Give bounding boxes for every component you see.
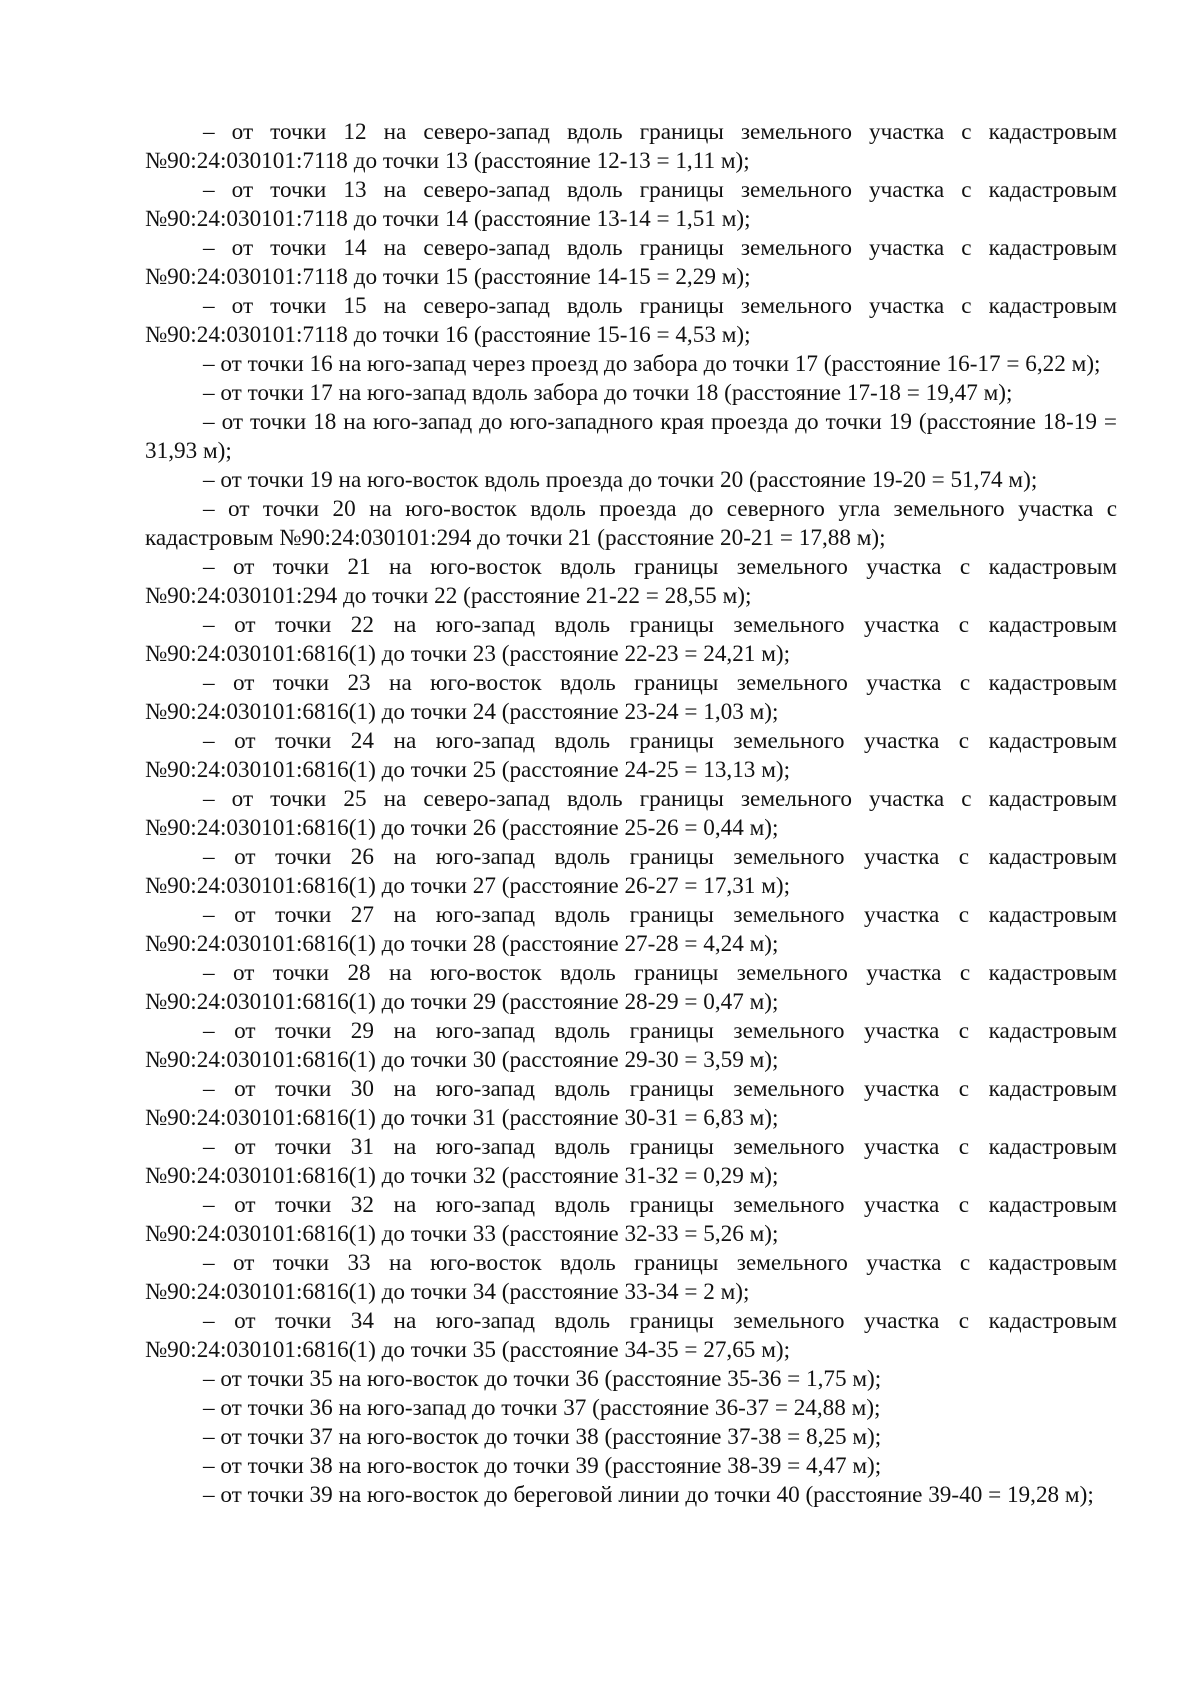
- paragraph-boundary-25-26: – от точки 25 на северо-запад вдоль границы земельного участка с кадастровым №90:24:030101:6816(1) до точки 26 (расстояние 25-26 = 0,44 м);: [145, 786, 1117, 841]
- paragraph-boundary-21-22: – от точки 21 на юго-восток вдоль границы земельного участка с кадастровым №90:24:030101:294 до точки 22 (расстояние 21-22 = 28,55 м);: [145, 554, 1117, 609]
- paragraph-boundary-37-38: – от точки 37 на юго-восток до точки 38 (расстояние 37-38 = 8,25 м);: [203, 1424, 882, 1450]
- paragraph-boundary-32-33: – от точки 32 на юго-запад вдоль границы земельного участка с кадастровым №90:24:030101:6816(1) до точки 33 (расстояние 32-33 = 5,26 м);: [145, 1192, 1117, 1247]
- paragraph-boundary-30-31: – от точки 30 на юго-запад вдоль границы земельного участка с кадастровым №90:24:030101:6816(1) до точки 31 (расстояние 30-31 = 6,83 м);: [145, 1076, 1117, 1131]
- paragraph-boundary-34-35: – от точки 34 на юго-запад вдоль границы земельного участка с кадастровым №90:24:030101:6816(1) до точки 35 (расстояние 34-35 = 27,65 м);: [145, 1308, 1117, 1363]
- paragraph-boundary-23-24: – от точки 23 на юго-восток вдоль границы земельного участка с кадастровым №90:24:030101:6816(1) до точки 24 (расстояние 23-24 = 1,03 м);: [145, 670, 1117, 725]
- paragraph-boundary-33-34: – от точки 33 на юго-восток вдоль границы земельного участка с кадастровым №90:24:030101:6816(1) до точки 34 (расстояние 33-34 = 2 м);: [145, 1250, 1117, 1305]
- paragraph-boundary-14-15: – от точки 14 на северо-запад вдоль границы земельного участка с кадастровым №90:24:030101:7118 до точки 15 (расстояние 14-15 = 2,29 м);: [145, 235, 1117, 290]
- paragraph-boundary-19-20: – от точки 19 на юго-восток вдоль проезда до точки 20 (расстояние 19-20 = 51,74 м);: [203, 467, 1038, 493]
- paragraph-boundary-36-37: – от точки 36 на юго-запад до точки 37 (расстояние 36-37 = 24,88 м);: [203, 1395, 881, 1421]
- paragraph-boundary-20-21: – от точки 20 на юго-восток вдоль проезда до северного угла земельного участка с кадастровым №90:24:030101:294 до точки 21 (расстояние 20-21 = 17,88 м);: [145, 496, 1117, 551]
- paragraph-boundary-29-30: – от точки 29 на юго-запад вдоль границы земельного участка с кадастровым №90:24:030101:6816(1) до точки 30 (расстояние 29-30 = 3,59 м);: [145, 1018, 1117, 1073]
- paragraph-boundary-22-23: – от точки 22 на юго-запад вдоль границы земельного участка с кадастровым №90:24:030101:6816(1) до точки 23 (расстояние 22-23 = 24,21 м);: [145, 612, 1117, 667]
- document-body: [145, 118, 1117, 1510]
- paragraph-boundary-39-40: – от точки 39 на юго-восток до береговой линии до точки 40 (расстояние 39-40 = 19,28 м);: [203, 1482, 1094, 1508]
- paragraph-boundary-28-29: – от точки 28 на юго-восток вдоль границы земельного участка с кадастровым №90:24:030101:6816(1) до точки 29 (расстояние 28-29 = 0,47 м);: [145, 960, 1117, 1015]
- paragraph-boundary-26-27: – от точки 26 на юго-запад вдоль границы земельного участка с кадастровым №90:24:030101:6816(1) до точки 27 (расстояние 26-27 = 17,31 м);: [145, 844, 1117, 899]
- paragraph-boundary-35-36: – от точки 35 на юго-восток до точки 36 (расстояние 35-36 = 1,75 м);: [203, 1366, 882, 1392]
- paragraph-boundary-27-28: – от точки 27 на юго-запад вдоль границы земельного участка с кадастровым №90:24:030101:6816(1) до точки 28 (расстояние 27-28 = 4,24 м);: [145, 902, 1117, 957]
- paragraph-boundary-16-17: – от точки 16 на юго-запад через проезд до забора до точки 17 (расстояние 16-17 = 6,22 м);: [203, 351, 1101, 377]
- paragraph-boundary-15-16: – от точки 15 на северо-запад вдоль границы земельного участка с кадастровым №90:24:030101:7118 до точки 16 (расстояние 15-16 = 4,53 м);: [145, 293, 1117, 348]
- paragraph-boundary-17-18: – от точки 17 на юго-запад вдоль забора до точки 18 (расстояние 17-18 = 19,47 м);: [203, 380, 1013, 406]
- paragraph-boundary-38-39: – от точки 38 на юго-восток до точки 39 (расстояние 38-39 = 4,47 м);: [203, 1453, 882, 1479]
- paragraph-boundary-24-25: – от точки 24 на юго-запад вдоль границы земельного участка с кадастровым №90:24:030101:6816(1) до точки 25 (расстояние 24-25 = 13,13 м);: [145, 728, 1117, 783]
- paragraph-boundary-31-32: – от точки 31 на юго-запад вдоль границы земельного участка с кадастровым №90:24:030101:6816(1) до точки 32 (расстояние 31-32 = 0,29 м);: [145, 1134, 1117, 1189]
- paragraph-boundary-18-19: – от точки 18 на юго-запад до юго-западного края проезда до точки 19 (расстояние 18-19 = 31,93 м);: [145, 409, 1117, 464]
- paragraph-boundary-13-14: – от точки 13 на северо-запад вдоль границы земельного участка с кадастровым №90:24:030101:7118 до точки 14 (расстояние 13-14 = 1,51 м);: [145, 177, 1117, 232]
- paragraph-boundary-12-13: – от точки 12 на северо-запад вдоль границы земельного участка с кадастровым №90:24:030101:7118 до точки 13 (расстояние 12-13 = 1,11 м);: [145, 119, 1117, 174]
